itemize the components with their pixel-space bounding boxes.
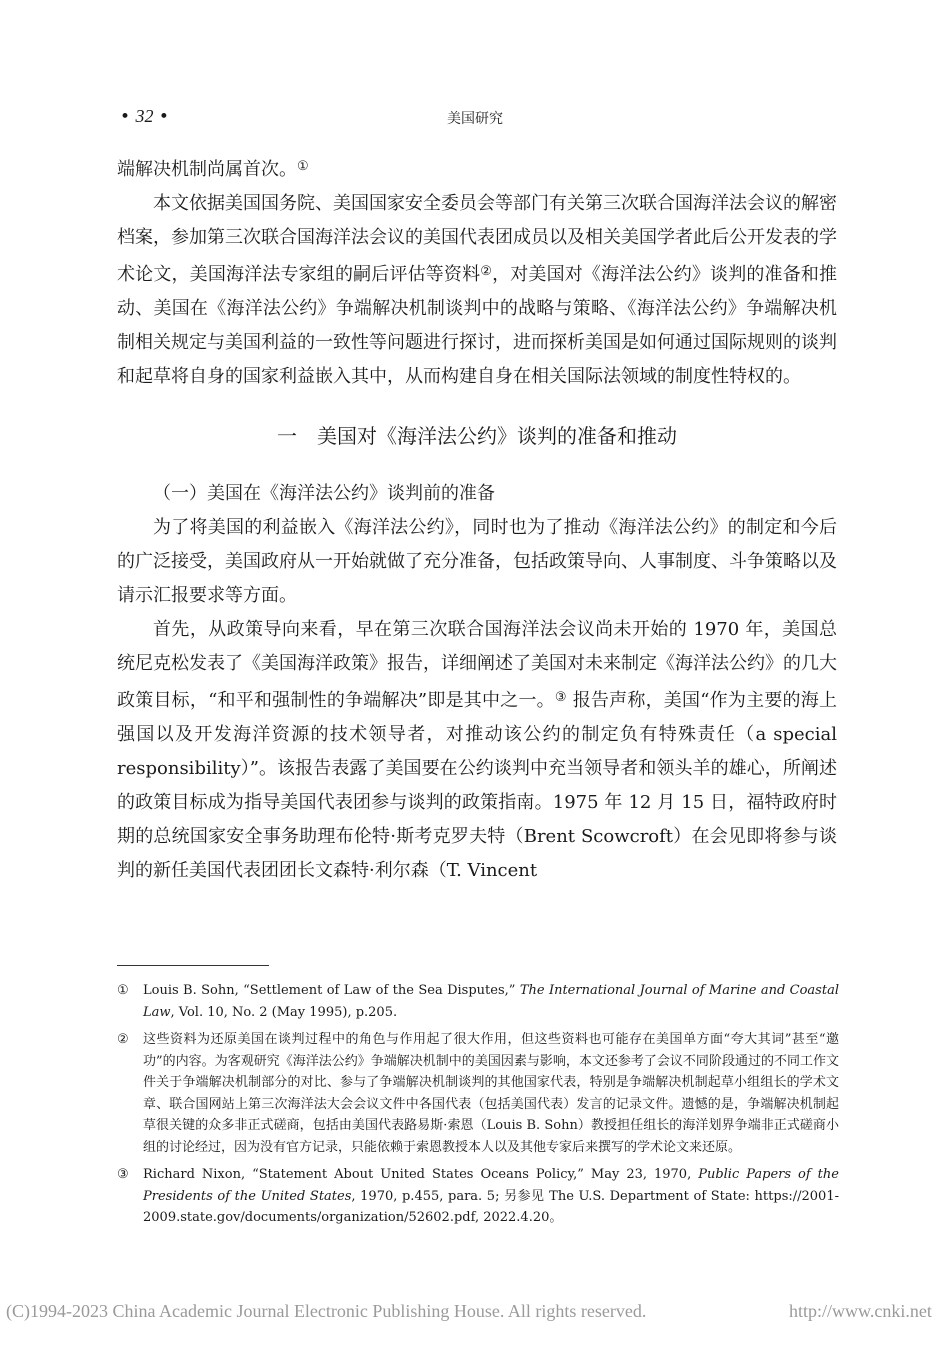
paragraph-intro: 本文依据美国国务院、美国国家安全委员会等部门有关第三次联合国海洋法会议的解密档案，参加第三次联合国海洋法会议的美国代表团成员以及相关美国学者此后公开发表的学术论文，美国海洋法专家组的嗣后评估等资料②，对美国对《海洋法公约》谈判的准备和推动、美国在《海洋法公约》争端解决机制谈判中的战略与策略、《海洋法公约》争端解决机制相关规定与美国利益的一致性等问题进行探讨，进而探析美国是如何通过国际规则的谈判和起草将自身的国家利益嵌入其中，从而构建自身在相关国际法领域的制度性特权的。: [117, 193, 838, 387]
section-heading: 一 美国对《海洋法公约》谈判的准备和推动: [277, 424, 677, 448]
footnote-2: ② 这些资料为还原美国在谈判过程中的角色与作用起了很大作用，但这些资料也可能存在美国单方面“夸大其词”甚至“邀功”的内容。为客观研究《海洋法公约》争端解决机制中的美国因素与影响，本文还参考了会议不同阶段通过的不同工作文件关于争端解决机制部分的对比、参与了争端解决机制谈判的其他国家代表，特别是争端解决机制起草小组组长的学术文章、联合国网站上第三次海洋法大会会议文件中各国代表（包括美国代表）发言的记录文件。遗憾的是，争端解决机制起草很关键的众多非正式磋商，包括由美国代表路易斯·索恩（Louis B. Sohn）教授担任组长的海洋划界争端非正式磋商小组的讨论经过，因为没有官方记录，只能依赖于索恩教授本人以及其他专家后来撰写的学术论文来还原。: [117, 1029, 839, 1158]
bullet-left: •: [120, 107, 131, 127]
paragraph-continuation: 端解决机制尚属首次。①: [117, 159, 309, 180]
journal-title: 美国研究: [447, 111, 503, 127]
footnote-divider: [117, 965, 269, 966]
bullet-right: •: [158, 107, 169, 127]
subsection-heading: （一）美国在《海洋法公约》谈判前的准备: [153, 483, 495, 504]
footnote-3: ③ Richard Nixon, “Statement About United States Oceans Policy,” May 23, 1970, Public Papers of the Presidents of the United States, 1970, p.455, para. 5; 另参见 The U.S. Department of State: https://2001-2009.state.gov/documents/organization/52602.pdf, 2022.4.20。: [117, 1164, 839, 1229]
footnote-ref-1[interactable]: ①: [297, 159, 309, 174]
cnki-link[interactable]: http://www.cnki.net: [789, 1301, 932, 1321]
paragraph-policy: 首先，从政策导向来看，早在第三次联合国海洋法会议尚未开始的 1970 年，美国总统尼克松发表了《美国海洋政策》报告，详细阐述了美国对未来制定《海洋法公约》的几大政策目标，“和平和强制性的争端解决”即是其中之一。③ 报告声称，美国“作为主要的海上强国以及开发海洋资源的技术领导者，对推动该公约的制定负有特殊责任（a special responsibility）”。该报告表露了美国要在公约谈判中充当领导者和领头羊的雄心，所阐述的政策目标成为指导美国代表团参与谈判的政策指南。1975 年 12 月 15 日，福特政府时期的总统国家安全事务助理布伦特·斯考克罗夫特（Brent Scowcroft）在会见即将参与谈判的新任美国代表团团长文森特·利尔森（T. Vincent: [117, 619, 837, 881]
footnotes: [117, 980, 839, 1235]
footnote-mark: ①: [117, 983, 129, 998]
footnote-1: ① Louis B. Sohn, “Settlement of Law of the Sea Disputes,” The International Journal of Marine and Coastal Law, Vol. 10, No. 2 (May 1995), p.205.: [117, 980, 839, 1023]
paragraph-preparation: 为了将美国的利益嵌入《海洋法公约》，同时也为了推动《海洋法公约》的制定和今后的广泛接受，美国政府从一开始就做了充分准备，包括政策导向、人事制度、斗争策略以及请示汇报要求等方面。: [117, 517, 837, 606]
main-text: [117, 150, 837, 888]
footnote-mark: ③: [117, 1167, 129, 1182]
footnote-ref-2[interactable]: ②: [480, 264, 493, 279]
footnote-mark: ②: [117, 1032, 129, 1047]
page-number: 32: [135, 106, 154, 126]
footnote-ref-3[interactable]: ③: [554, 690, 567, 705]
page-header: [0, 106, 950, 132]
copyright-text: (C)1994-2023 China Academic Journal Electronic Publishing House. All rights reserved.: [6, 1301, 647, 1321]
